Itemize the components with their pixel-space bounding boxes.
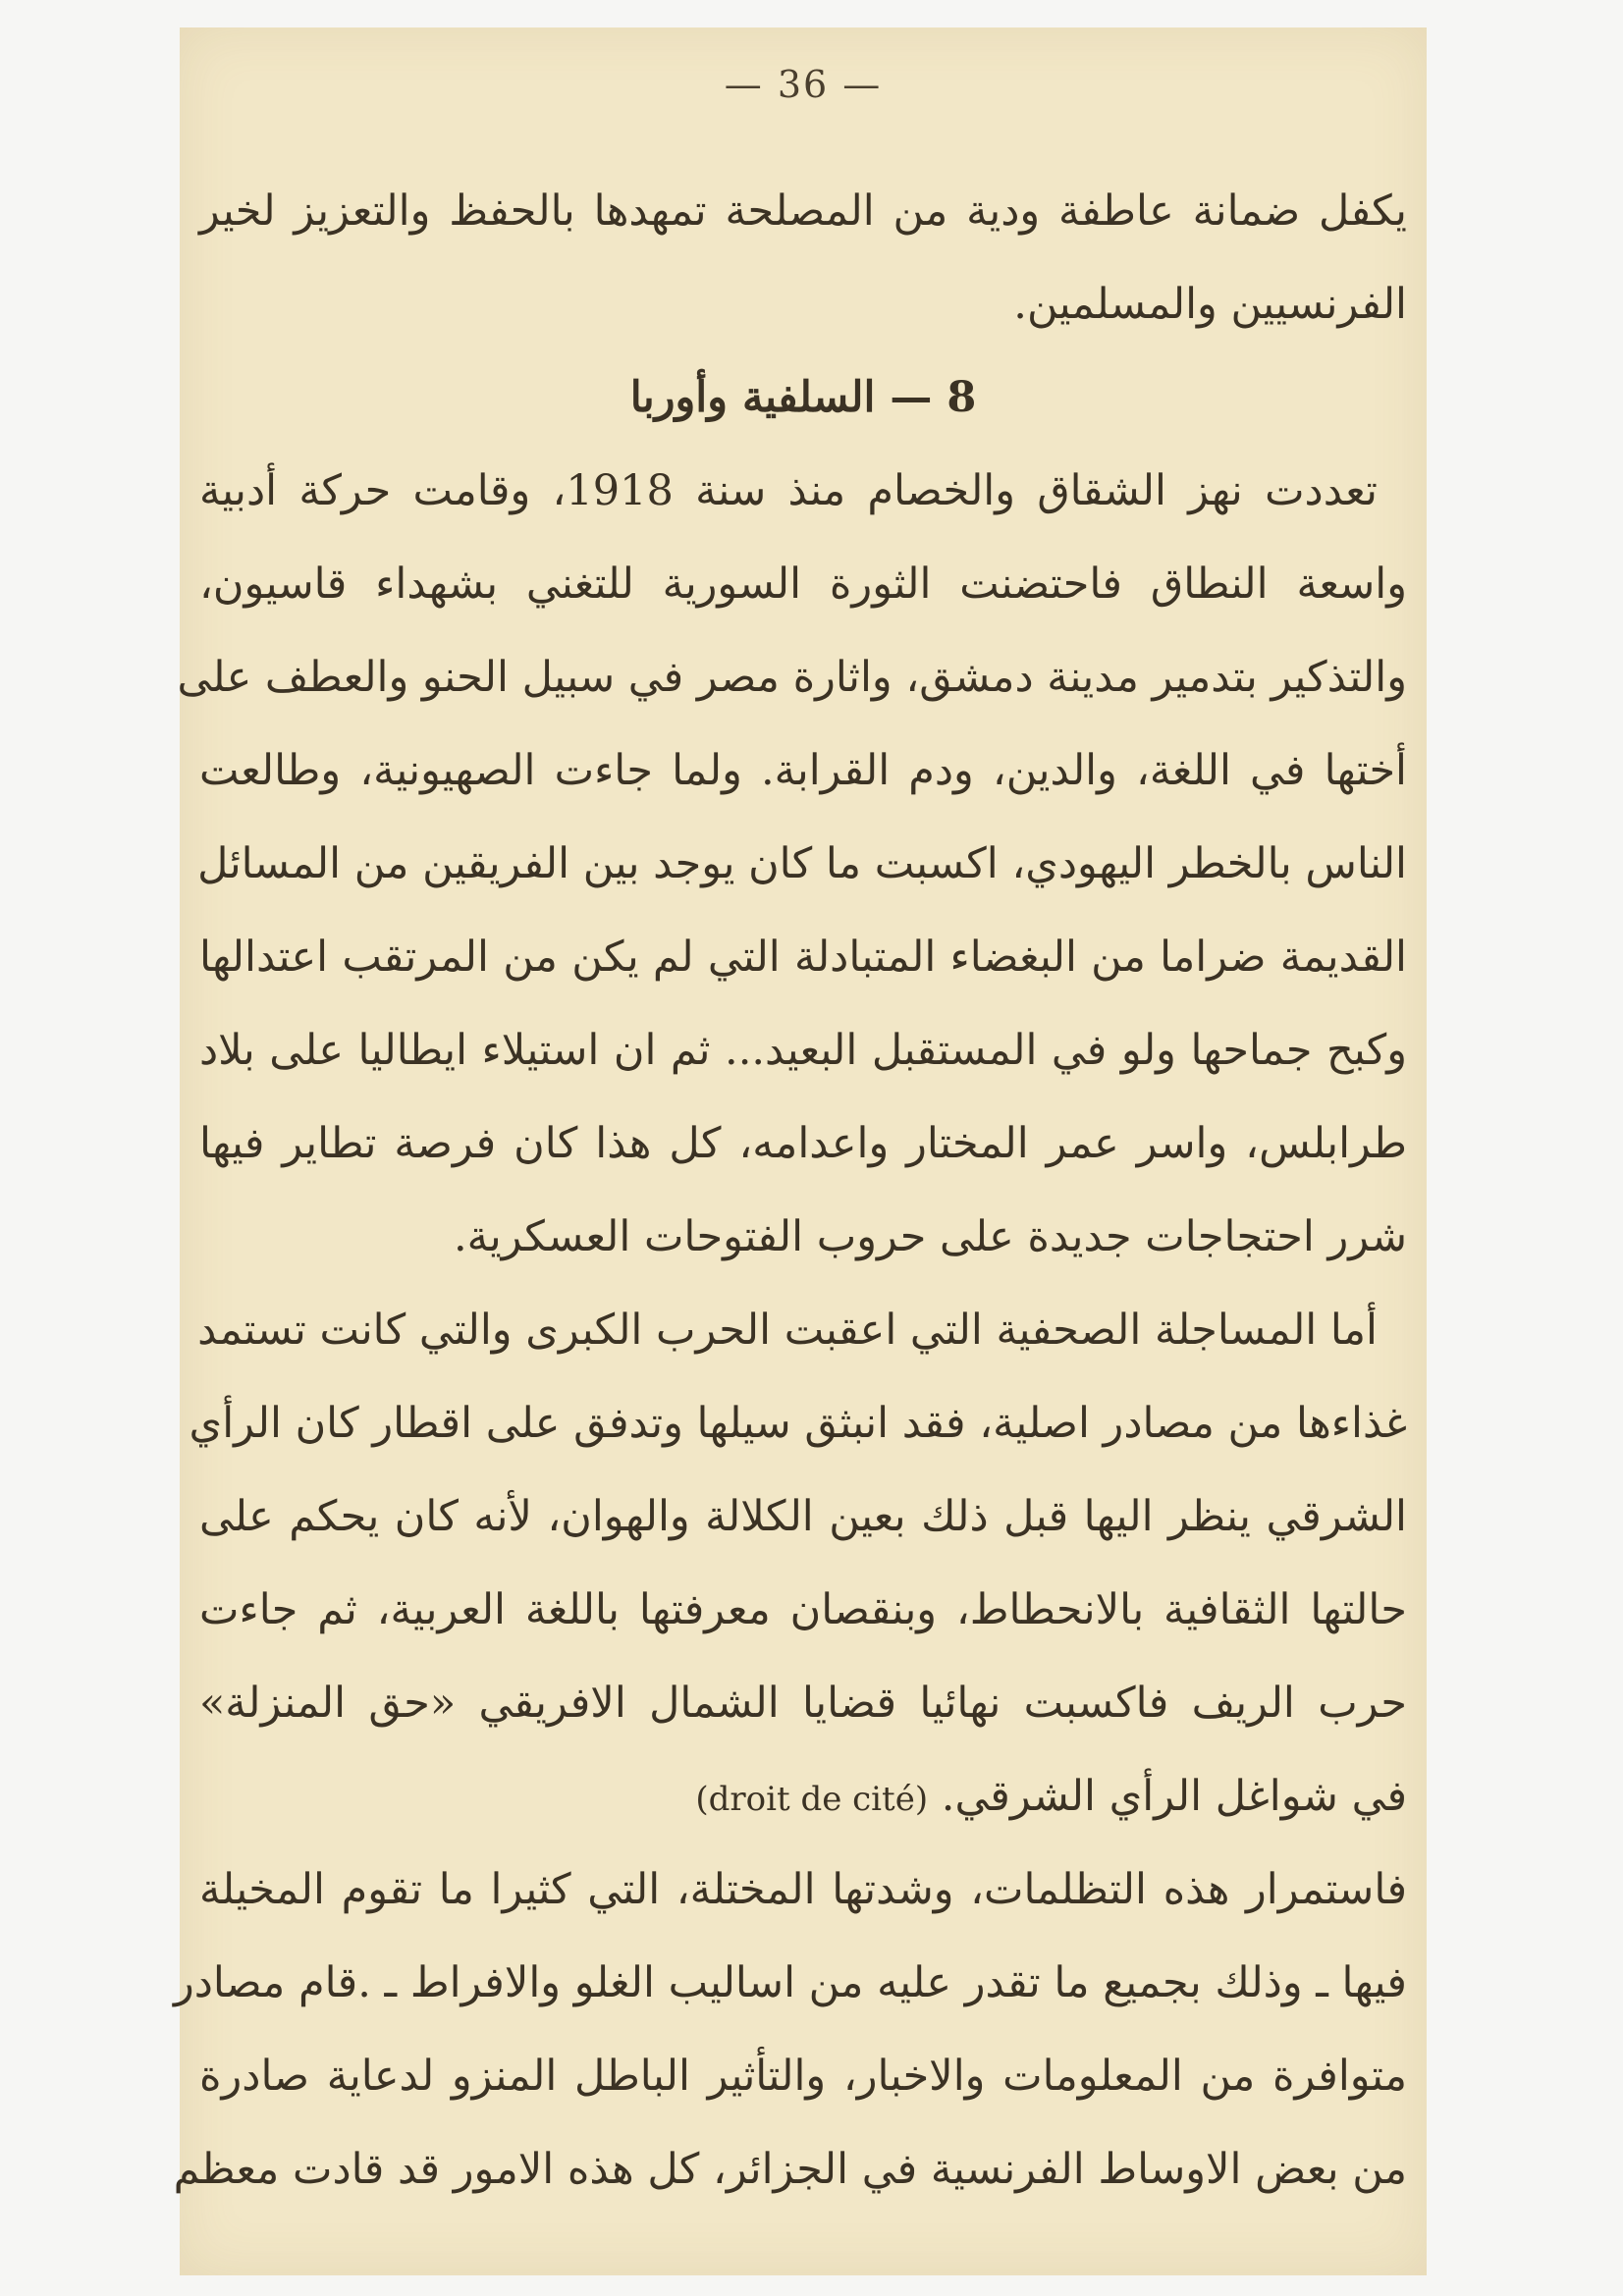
paragraph-2-line-9: شرر احتجاجات جديدة على حروب الفتوحات العسكرية. — [453, 1212, 1407, 1261]
scanned-page — [173, 27, 1427, 2275]
paragraph-4-line-3: متوافرة من المعلومات والاخبار، والتأثير الباطل المنزو لدعاية صادرة — [199, 2052, 1407, 2101]
paragraph-3-line-6 — [199, 1750, 1407, 1843]
paragraph-1-line-1: يكفل ضمانة عاطفة ودية من المصلحة تمهدها بالحفظ والتعزيز لخير — [199, 187, 1407, 236]
paragraph-4-line-4: من بعض الاوساط الفرنسية في الجزائر، كل هذه الامور قد قادت معظم — [173, 2145, 1407, 2194]
paragraph-2-line-4: أختها في اللغة، والدين، ودم القرابة. ولما جاءت الصهيونية، وطالعت — [199, 746, 1407, 795]
paragraph-2-line-7: وكبح جماحها ولو في المستقبل البعيد... ثم ان استيلاء ايطاليا على بلاد — [199, 1026, 1407, 1075]
paragraph-3-line-5: حرب الريف فاكسبت نهائيا قضايا الشمال الافريقي «حق المنزلة» — [199, 1679, 1407, 1728]
paragraph-2-line-6: القديمة ضراما من البغضاء المتبادلة التي لم يكن من المرتقب اعتدالها — [199, 933, 1407, 982]
paragraph-3-line-6-arabic: في شواغل الرأي الشرقي. — [941, 1772, 1407, 1821]
paragraph-3-line-2: غذاءها من مصادر اصلية، فقد انبثق سيلها وتدفق على اقطار كان الرأي — [189, 1399, 1407, 1448]
page-number: — 36 — — [724, 63, 883, 106]
section-heading: 8 — السلفية وأوربا — [629, 373, 977, 422]
paragraph-2-line-5: الناس بالخطر اليهودي، اكسبت ما كان يوجد بين الفريقين من المسائل — [197, 839, 1407, 888]
paragraph-2-line-2: واسعة النطاق فاحتضنت الثورة السورية للتغني بشهداء قاسيون، — [199, 560, 1407, 609]
paragraph-3-line-1: أما المساجلة الصحفية التي اعقبت الحرب الكبرى والتي كانت تستمد — [197, 1306, 1378, 1355]
paragraph-2-line-8: طرابلس، واسر عمر المختار واعدامه، كل هذا كان فرصة تطاير فيها — [199, 1119, 1407, 1168]
paragraph-4-line-2: فيها ـ وذلك بجميع ما تقدر عليه من اساليب الغلو والافراط ـ .قام مصادر — [173, 1958, 1407, 2007]
body-text — [173, 165, 1407, 2216]
paragraph-3-line-3: الشرقي ينظر اليها قبل ذلك بعين الكلالة والهوان، لأنه كان يحكم على — [199, 1492, 1407, 1541]
paragraph-3-line-6-latin: (droit de cité) — [695, 1780, 929, 1819]
paragraph-2-line-3: والتذكير بتدمير مدينة دمشق، واثارة مصر في سبيل الحنو والعطف على — [177, 653, 1407, 702]
paragraph-2-line-1: تعددت نهز الشقاق والخصام منذ سنة 1918، وقامت حركة أدبية — [199, 466, 1378, 515]
paragraph-4-line-1: فاستمرار هذه التظلمات، وشدتها المختلة، التي كثيرا ما تقوم المخيلة — [199, 1865, 1407, 1914]
paragraph-1-line-2: الفرنسيين والمسلمين. — [1013, 280, 1407, 329]
paragraph-3-line-4: حالتها الثقافية بالانحطاط، وبنقصان معرفتها باللغة العربية، ثم جاءت — [199, 1585, 1407, 1634]
